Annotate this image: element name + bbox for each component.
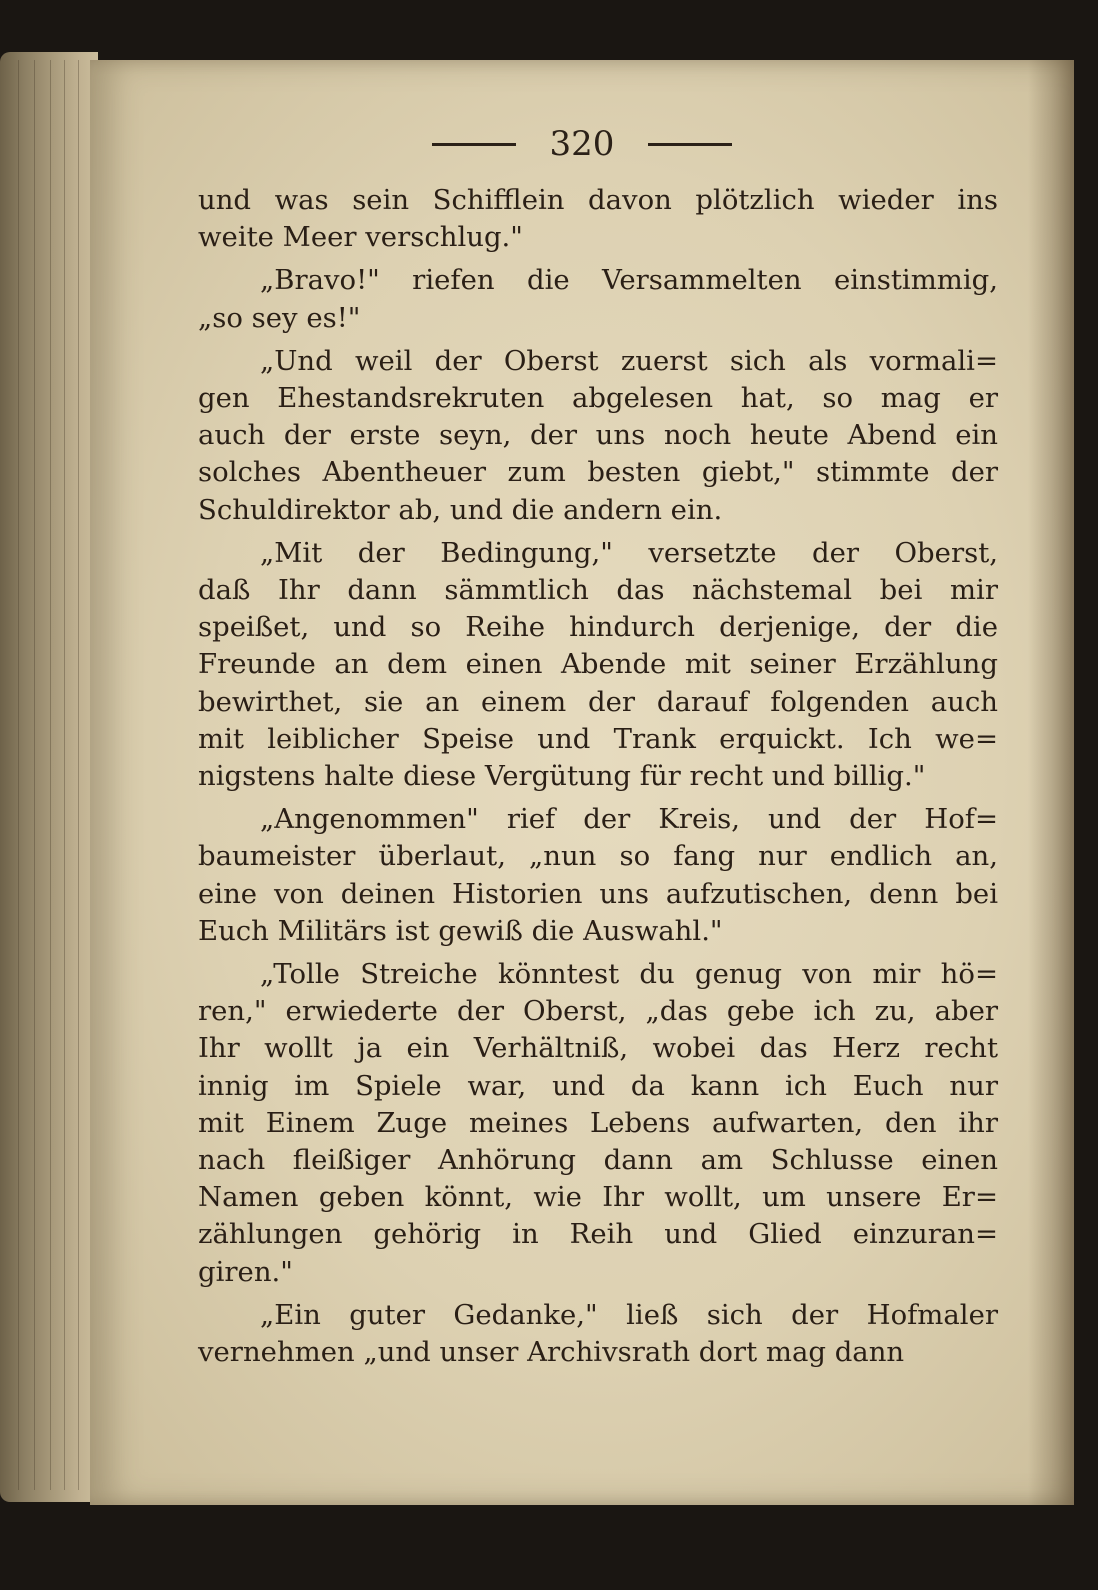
body-text (198, 182, 998, 1371)
text-line: ren," erwiederte der Oberst, „das gebe ich zu, aber (198, 995, 998, 1028)
spine-shadow (1028, 60, 1074, 1505)
book-page (90, 60, 1074, 1505)
page-edge-line (64, 60, 65, 1490)
page-edge-line (78, 60, 79, 1490)
text-line: „so sey es!" (198, 301, 361, 334)
text-line: innig im Spiele war, und da kann ich Euch nur (198, 1069, 998, 1102)
header-rule-left (432, 143, 516, 146)
paragraph (198, 956, 998, 1291)
text-line: mit Einem Zuge meines Lebens aufwarten, den ihr (198, 1106, 998, 1139)
text-line: vernehmen „und unser Archivsrath dort mag dann (198, 1336, 905, 1369)
header-rule-right (648, 143, 732, 146)
page-edge-line (34, 60, 35, 1490)
paragraph (198, 262, 998, 336)
paragraph (198, 182, 998, 256)
paragraph (198, 1297, 998, 1371)
text-line: „Tolle Streiche könntest du genug von mir hö= (260, 958, 998, 991)
text-line: weite Meer verschlug." (198, 221, 523, 254)
text-line: „Mit der Bedingung," versetzte der Oberst, (260, 536, 998, 569)
text-line: Ihr wollt ja ein Verhältniß, wobei das Herz recht (198, 1032, 998, 1065)
text-line: giren." (198, 1255, 293, 1288)
text-line: baumeister überlaut, „nun so fang nur endlich an, (198, 840, 998, 873)
page-header (90, 124, 1074, 164)
text-line: „Und weil der Oberst zuerst sich als vormali= (260, 344, 998, 377)
text-line: nach fleißiger Anhörung dann am Schlusse einen (198, 1144, 998, 1177)
text-line: Freunde an dem einen Abende mit seiner Erzählung (198, 648, 998, 681)
page-number: 320 (549, 124, 615, 164)
page-edge-line (50, 60, 51, 1490)
text-line: und was sein Schifflein davon plötzlich wieder ins (198, 184, 998, 216)
page-edge-line (18, 60, 19, 1490)
text-line: „Ein guter Gedanke," ließ sich der Hofmaler (260, 1298, 998, 1331)
page-edges (0, 52, 98, 1502)
text-line: auch der erste seyn, der uns noch heute Abend ein (198, 419, 998, 452)
text-line: solches Abentheuer zum besten giebt," stimmte der (198, 456, 998, 489)
paragraph (198, 343, 998, 529)
text-line: Euch Militärs ist gewiß die Auswahl." (198, 914, 723, 947)
text-line: zählungen gehörig in Reih und Glied einzuran= (198, 1218, 998, 1251)
paragraph (198, 801, 998, 950)
text-line: „Bravo!" riefen die Versammelten einstimmig, (260, 264, 998, 297)
text-line: gen Ehestandsrekruten abgelesen hat, so mag er (198, 382, 998, 415)
text-line: Schuldirektor ab, und die andern ein. (198, 493, 723, 526)
text-line: bewirthet, sie an einem der darauf folgenden auch (198, 685, 998, 718)
text-line: nigstens halte diese Vergütung für recht und billig." (198, 760, 926, 793)
text-line: eine von deinen Historien uns aufzutischen, denn bei (198, 877, 998, 910)
text-line: daß Ihr dann sämmtlich das nächstemal bei mir (198, 574, 998, 607)
text-line: Namen geben könnt, wie Ihr wollt, um unsere Er= (198, 1181, 998, 1214)
text-line: „Angenommen" rief der Kreis, und der Hof= (260, 803, 998, 836)
paragraph (198, 535, 998, 795)
text-line: speißet, und so Reihe hindurch derjenige, der die (198, 611, 998, 644)
text-line: mit leiblicher Speise und Trank erquickt. Ich we= (198, 722, 998, 755)
